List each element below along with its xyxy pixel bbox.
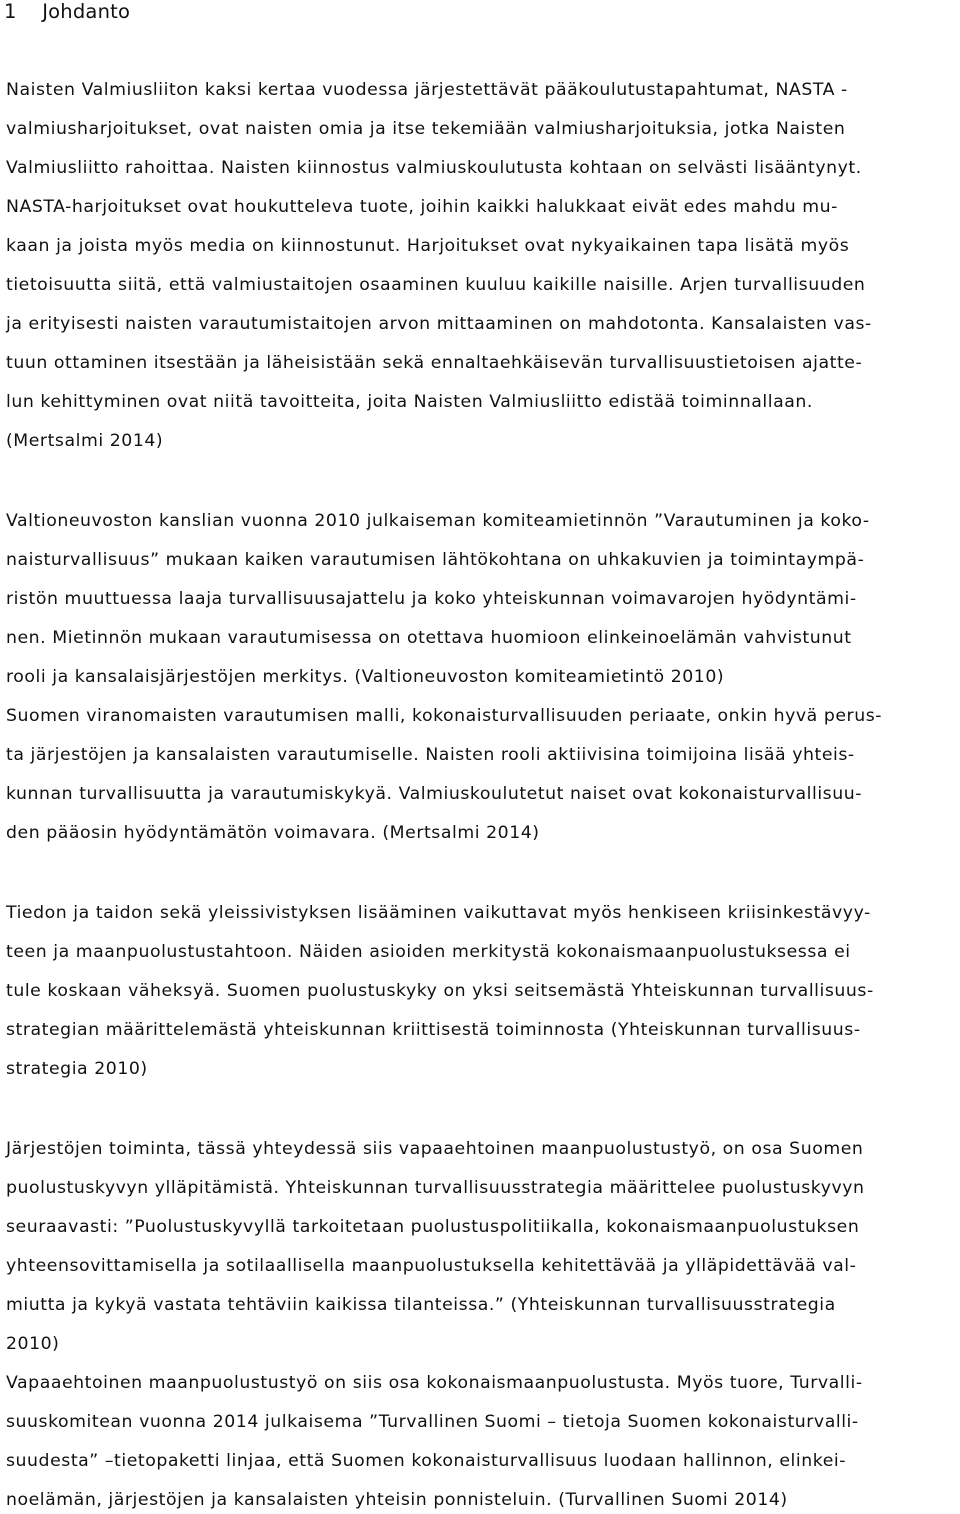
text-line: ja erityisesti naisten varautumistaitojen arvon mittaaminen on mahdotonta. Kansalaisten vas- (6, 314, 872, 334)
text-line: Valtioneuvoston kanslian vuonna 2010 julkaiseman komiteamietinnön ”Varautuminen ja koko- (6, 511, 870, 531)
text-line: Valmiusliitto rahoittaa. Naisten kiinnostus valmiuskoulutusta kohtaan on selvästi lisääntynyt. (6, 158, 862, 178)
text-line: Tiedon ja taidon sekä yleissivistyksen lisääminen vaikuttavat myös henkiseen kriisinkestävyy- (6, 903, 871, 923)
text-line: tietoisuutta siitä, että valmiustaitojen osaaminen kuuluu kaikille naisille. Arjen turvallisuuden (6, 275, 866, 295)
text-line: Järjestöjen toiminta, tässä yhteydessä siis vapaaehtoinen maanpuolustustyö, on osa Suomen (6, 1139, 864, 1159)
text-line: seuraavasti: ”Puolustuskyvyllä tarkoitetaan puolustuspolitiikalla, kokonaismaanpuolustuksen (6, 1217, 860, 1237)
text-line: 2010) (6, 1334, 60, 1354)
text-line: strategia 2010) (6, 1059, 148, 1079)
text-line: suuskomitean vuonna 2014 julkaisema ”Turvallinen Suomi – tietoja Suomen kokonaisturvalli- (6, 1412, 859, 1432)
text-line: tule koskaan väheksyä. Suomen puolustuskyky on yksi seitsemästä Yhteiskunnan turvallisuus- (6, 981, 874, 1001)
text-line: kunnan turvallisuutta ja varautumiskykyä. Valmiuskoulutetut naiset ovat kokonaisturvallisuu- (6, 784, 863, 804)
text-line: ristön muuttuessa laaja turvallisuusajattelu ja koko yhteiskunnan voimavarojen hyödyntämi- (6, 589, 857, 609)
text-line: Naisten Valmiusliiton kaksi kertaa vuodessa järjestettävät pääkoulutustapahtumat, NASTA - (6, 80, 848, 100)
section-heading: 1 Johdanto (4, 0, 131, 23)
text-line: tuun ottaminen itsestään ja läheisistään sekä ennaltaehkäisevän turvallisuustietoisen ajatte- (6, 353, 863, 373)
text-line: NASTA-harjoitukset ovat houkutteleva tuote, joihin kaikki halukkaat eivät edes mahdu mu- (6, 197, 838, 217)
text-line: yhteensovittamisella ja sotilaallisella maanpuolustuksella kehitettävää ja ylläpidettävää val- (6, 1256, 857, 1276)
text-line: nen. Mietinnön mukaan varautumisessa on otettava huomioon elinkeinoelämän vahvistunut (6, 628, 852, 648)
text-line: (Mertsalmi 2014) (6, 431, 164, 451)
text-line: ta järjestöjen ja kansalaisten varautumiselle. Naisten rooli aktiivisina toimijoina lisää yhteis- (6, 745, 855, 765)
text-line: naisturvallisuus” mukaan kaiken varautumisen lähtökohtana on uhkakuvien ja toimintaympä- (6, 550, 865, 570)
text-line: strategian määrittelemästä yhteiskunnan kriittisestä toiminnosta (Yhteiskunnan turvallisuus- (6, 1020, 861, 1040)
text-line: miutta ja kykyä vastata tehtäviin kaikissa tilanteissa.” (Yhteiskunnan turvallisuusstrategia (6, 1295, 836, 1315)
text-line: suudesta” –tietopaketti linjaa, että Suomen kokonaisturvallisuus luodaan hallinnon, elinkei- (6, 1451, 847, 1471)
text-line: Suomen viranomaisten varautumisen malli, kokonaisturvallisuuden periaate, onkin hyvä perus- (6, 706, 883, 726)
text-line: rooli ja kansalaisjärjestöjen merkitys. (Valtioneuvoston komiteamietintö 2010) (6, 667, 725, 687)
text-line: den pääosin hyödyntämätön voimavara. (Mertsalmi 2014) (6, 823, 540, 843)
text-line: noelämän, järjestöjen ja kansalaisten yhteisin ponnisteluin. (Turvallinen Suomi 2014) (6, 1490, 788, 1510)
text-line: valmiusharjoitukset, ovat naisten omia ja itse tekemiään valmiusharjoituksia, jotka Naisten (6, 119, 846, 139)
text-line: teen ja maanpuolustustahtoon. Näiden asioiden merkitystä kokonaismaanpuolustuksessa ei (6, 942, 851, 962)
text-line: Vapaaehtoinen maanpuolustustyö on siis osa kokonaismaanpuolustusta. Myös tuore, Turvalli- (6, 1373, 863, 1393)
text-line: puolustuskyvyn ylläpitämistä. Yhteiskunnan turvallisuusstrategia määrittelee puolustuskyvyn (6, 1178, 865, 1198)
text-line: lun kehittyminen ovat niitä tavoitteita, joita Naisten Valmiusliitto edistää toiminnallaan. (6, 392, 813, 412)
text-line: kaan ja joista myös media on kiinnostunut. Harjoitukset ovat nykyaikainen tapa lisätä myös (6, 236, 850, 256)
